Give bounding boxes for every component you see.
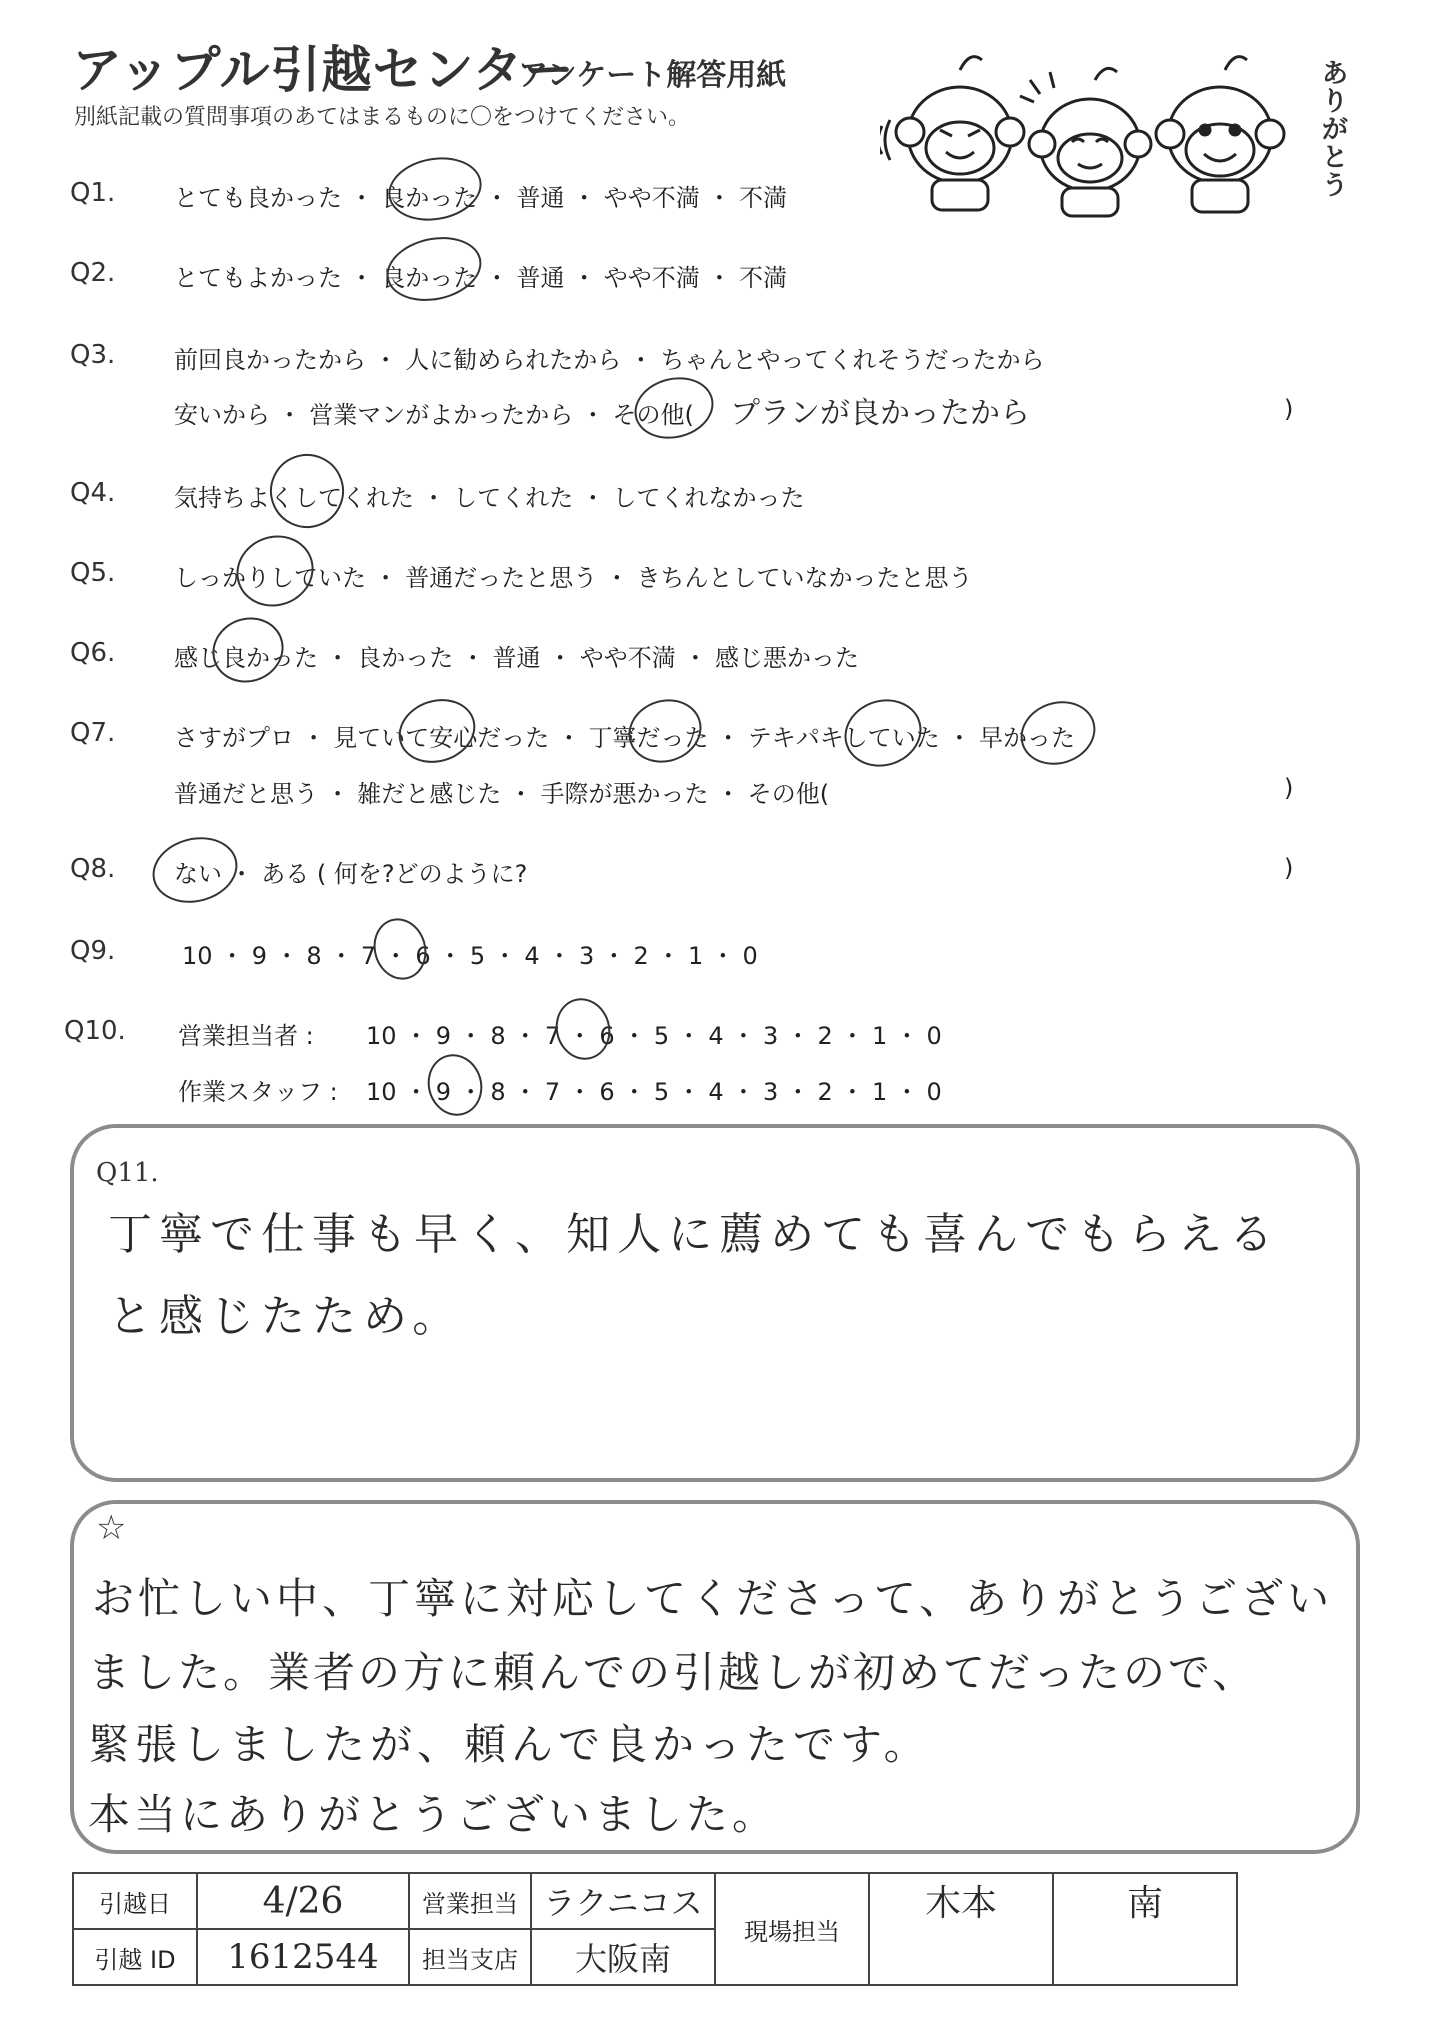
q1-options: とても良かった ・ 良かった ・ 普通 ・ やや不満 ・ 不満 [174,184,788,212]
q3-options-line2: 安いから ・ 営業マンがよかったから ・ その他( [174,401,694,429]
q10-staff-scale: 10 ・ 9 ・ 8 ・ 7 ・ 6 ・ 5 ・ 4 ・ 3 ・ 2 ・ 1 ・ 0 [366,1078,942,1106]
q7-options-line1: さすがプロ ・ 見ていて安心だった ・ 丁寧だった ・ テキパキしていた ・ 早かった [174,724,1076,752]
comment-line3: 緊張しましたが、頼んで良かったです。 [88,1720,931,1769]
branch-value: 大阪南 [574,1940,671,1978]
mascot-monkey-left-icon [880,57,1024,210]
comment-line4: 本当にありがとうございました。 [88,1790,779,1839]
branch-cell [531,1929,715,1985]
q10-sales-label: 営業担当者 : [178,1022,314,1050]
sales-rep-label: 営業担当 [409,1873,531,1929]
q7-answer-circle-1 [390,689,483,772]
q2-options: とてもよかった ・ 良かった ・ 普通 ・ やや不満 ・ 不満 [174,264,788,292]
comment-star-label: ☆ [96,1508,127,1548]
q8-number: Q8. [70,854,116,884]
move-date-value: 4/26 [262,1880,344,1922]
site-rep-label: 現場担当 [715,1873,869,1985]
q5-options: しっかりしていた ・ 普通だったと思う ・ きちんとしていなかったと思う [174,564,973,592]
move-id-value: 1612544 [227,1937,379,1977]
q10-sales-scale: 10 ・ 9 ・ 8 ・ 7 ・ 6 ・ 5 ・ 4 ・ 3 ・ 2 ・ 1 ・ 0 [366,1022,942,1050]
q7-close-paren: ) [1284,774,1294,802]
site-rep-2-value: 南 [1126,1883,1163,1924]
q4-answer-circle [260,444,355,539]
q10-sales-answer-circle [549,992,618,1066]
branch-label: 担当支店 [409,1929,531,1985]
q7-number: Q7. [70,718,116,748]
site-rep-cell-2 [1053,1873,1237,1985]
q3-close-paren: ) [1284,395,1294,423]
sales-rep-cell [531,1873,715,1929]
move-date-cell [197,1873,409,1929]
q9-number: Q9. [70,936,116,966]
q4-options: 気持ちよくしてくれた ・ してくれた ・ してくれなかった [174,484,805,512]
sales-rep-value: ラクニコス [543,1884,703,1922]
q9-scale: 10 ・ 9 ・ 8 ・ 7 ・ 6 ・ 5 ・ 4 ・ 3 ・ 2 ・ 1 ・ 0 [182,942,758,970]
move-id-cell [197,1929,409,1985]
mascot-illustration [880,40,1350,220]
comment-line2: ました。業者の方に頼んでの引越しが初めてだったので、 [88,1648,1258,1697]
q3-number: Q3. [70,340,116,370]
q8-options: ない ・ ある ( 何を?どのように? [174,860,528,888]
q9-answer-circle [366,912,433,986]
comment-line1: お忙しい中、丁寧に対応してくださって、ありがとうござい [92,1574,1334,1623]
q3-options-line1: 前回良かったから ・ 人に勧められたから ・ ちゃんとやってくれそうだったから [174,346,1045,374]
move-id-label: 引越 ID [73,1929,197,1985]
q7-answer-circle-2 [620,690,710,772]
q11-label: Q11. [96,1158,159,1188]
move-date-label: 引越日 [73,1873,197,1929]
form-subtitle: アンケート解答用紙 [518,58,787,93]
q2-answer-circle [381,229,488,310]
q4-number: Q4. [70,478,116,508]
q6-options: 感じ良かった ・ 良かった ・ 普通 ・ やや不満 ・ 感じ悪かった [174,644,860,672]
q11-answer-line2: と感じたため。 [108,1291,464,1342]
q7-answer-circle-3 [836,690,931,777]
site-rep-1-value: 木本 [924,1883,997,1924]
q8-answer-circle [146,829,245,912]
q10-staff-label: 作業スタッフ : [178,1078,338,1106]
q1-number: Q1. [70,178,116,208]
q3-answer-circle [628,369,720,447]
instruction-text: 別紙記載の質問事項のあてはまるものに〇をつけてください。 [74,105,691,130]
q11-answer-line1: 丁寧で仕事も早く、知人に薦めても喜んでもらえる [108,1209,1281,1260]
site-rep-cell-1 [869,1873,1053,1985]
q7-options-line2: 普通だと思う ・ 雑だと感じた ・ 手際が悪かった ・ その他( [174,780,830,808]
q6-answer-circle [203,608,293,693]
q10-number: Q10. [64,1016,126,1046]
q2-number: Q2. [70,258,116,288]
q5-answer-circle [226,525,323,617]
company-title: アップル引越センター [72,41,575,99]
mascot-monkey-middle-icon [1020,68,1151,216]
q7-answer-circle-4 [1012,692,1103,774]
q6-number: Q6. [70,638,116,668]
q5-number: Q5. [70,558,116,588]
q3-other-answer: プランが良かったから [730,396,1030,431]
q8-close-paren: ) [1284,854,1294,882]
info-table [72,1872,1238,1986]
mascot-monkey-right-icon [1156,57,1284,212]
q1-answer-circle [383,150,486,227]
thanks-vertical-text: ありがとう [1322,59,1349,201]
q10-staff-answer-circle [421,1048,490,1122]
